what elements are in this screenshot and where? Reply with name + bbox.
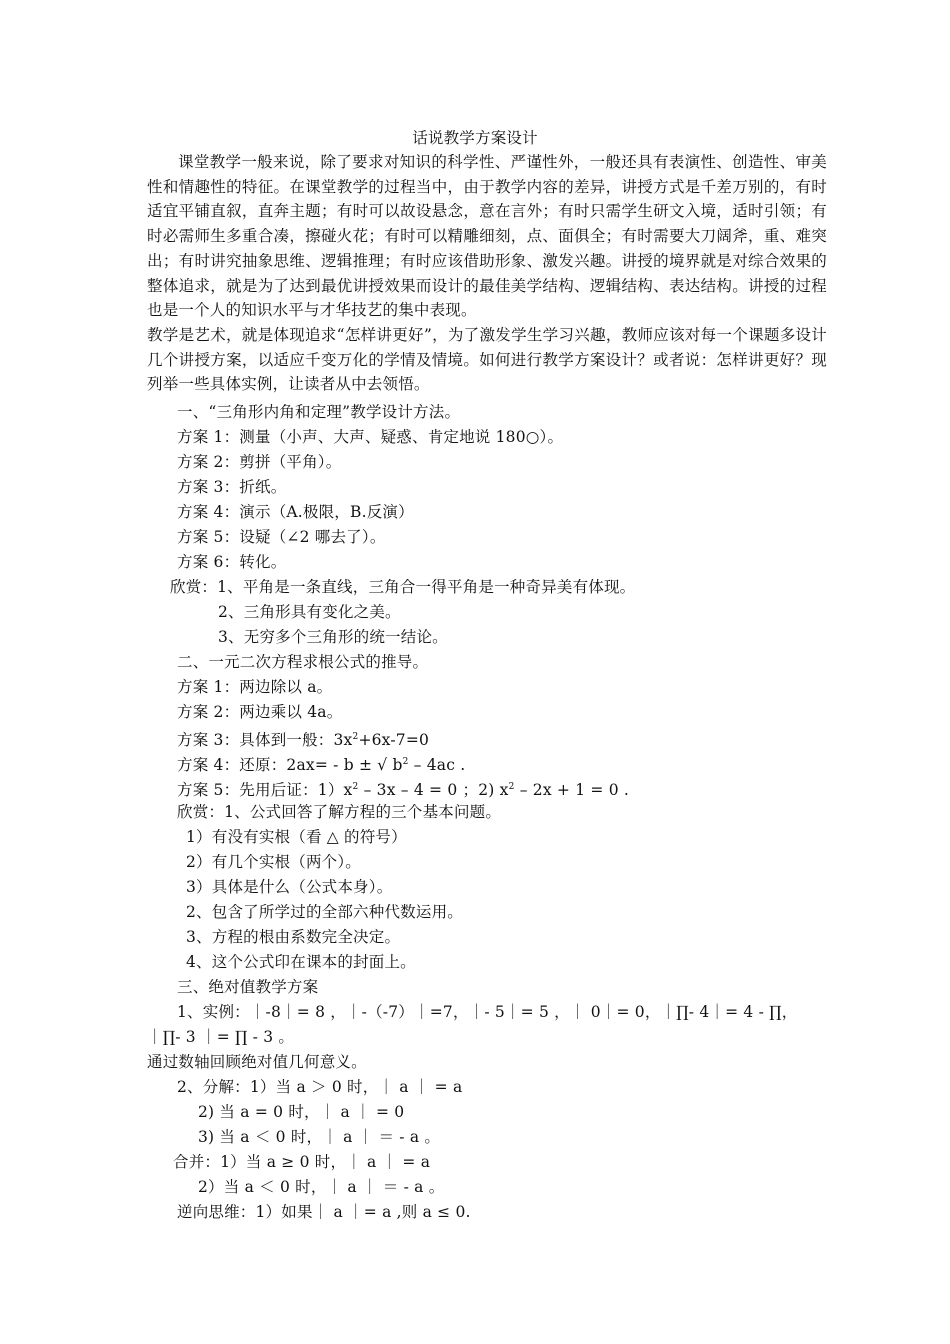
intro-paragraph-2: 教学是艺术，就是体现追求“怎样讲更好”，为了激发学生学习兴趣，教师应该对每一个课题多设计几个讲授方案，以适应千变万化的学情及情境。如何进行教学方案设计？或者说：怎样讲更好？现列举一些具体实例，让读者从中去领悟。 [147,325,827,394]
section-2-plan-1: 方案 1：两边除以 a。 [177,678,333,696]
section-3-example-line-1: 1、实例：｜-8｜= 8 ，｜-（-7）｜=7，｜- 5｜= 5 ，｜ 0｜= 0，｜∏- 4｜= 4 - ∏， [177,1003,798,1021]
section-2-appreciation-1c: 3）具体是什么（公式本身）。 [186,878,393,896]
section-3-reverse: 逆向思维：1）如果｜ a ｜= a ,则 a ≤ 0. [177,1203,471,1221]
section-1-appreciation-2: 2、三角形具有变化之美。 [218,603,401,621]
intro-text [147,150,827,397]
section-2-appreciation-1a: 1）有没有实根（看 △ 的符号） [186,828,407,846]
section-2-plan-3: 方案 3：具体到一般：$3x^2+6x-7=0$ [177,731,430,749]
section-3-merge-1: 合并：1）当 a ≥ 0 时，｜ a ｜ = a [173,1153,431,1171]
section-1-plan-2: 方案 2：剪拼（平角）。 [177,453,342,471]
section-2-plan-5: 方案 5：先用后证：$1)x^2 - 3x - 4 = 0$ ；2) $x^2 - 2x + 1 = 0$ . [177,781,630,799]
section-2-appreciation-4: 4、这个公式印在课本的封面上。 [186,953,416,971]
section-3-merge-2: 2）当 a ＜ 0 时，｜ a ｜ ＝ - a 。 [198,1178,445,1196]
section-1-appreciation-3: 3、无穷多个三角形的统一结论。 [218,628,448,646]
section-1-plan-5: 方案 5：设疑（∠2 哪去了）。 [177,528,386,546]
section-2-appreciation-1: 欣赏：1、公式回答了解方程的三个基本问题。 [177,803,502,821]
section-2-appreciation-1b: 2）有几个实根（两个）。 [186,853,362,871]
section-1-plan-4: 方案 4：演示（A.极限，B.反演） [177,503,414,521]
page-title: 话说教学方案设计 [412,129,538,147]
section-3-decompose-2: 2) 当 a = 0 时，｜ a ｜ = 0 [198,1103,405,1121]
section-1-plan-3: 方案 3：折纸。 [177,478,287,496]
section-3-example-line-2: ｜∏- 3 ｜= ∏ - 3 。 [147,1028,295,1046]
section-2-appreciation-3: 3、方程的根由系数完全决定。 [186,928,401,946]
section-1-appreciation-1: 欣赏：1、平角是一条直线，三角合一得平角是一种奇异美有体现。 [170,578,636,596]
section-2-plan-2: 方案 2：两边乘以 4a。 [177,703,343,721]
section-3-decompose-3: 3) 当 a ＜ 0 时，｜ a ｜ ＝ - a 。 [198,1128,441,1146]
section-3-decompose-1: 2、分解：1）当 a ＞ 0 时，｜ a ｜ = a [177,1078,463,1096]
section-1-plan-6: 方案 6：转化。 [177,553,287,571]
section-1-plan-1: 方案 1：测量（小声、大声、疑惑、肯定地说 180○）。 [177,428,564,446]
section-2-heading: 二、一元二次方程求根公式的推导。 [177,653,429,671]
section-3-review: 通过数轴回顾绝对值几何意义。 [147,1053,367,1071]
section-2-appreciation-2: 2、包含了所学过的全部六种代数运用。 [186,903,463,921]
section-1-heading: 一、“三角形内角和定理”教学设计方法。 [177,403,461,421]
section-2-plan-4: 方案 4：还原：2ax= - b ± √ $b^2 - 4ac$ . [177,756,466,774]
intro-paragraph-1: 课堂教学一般来说，除了要求对知识的科学性、严谨性外，一般还具有表演性、创造性、审美性和情趣性的特征。在课堂教学的过程当中，由于教学内容的差异，讲授方式是千差万别的，有时适宜平铺直叙，直奔主题；有时可以故设悬念，意在言外；有时只需学生研文入境，适时引领；有时必需师生多重合凑，擦碰火花；有时可以精雕细刻，点、面俱全；有时需要大刀阔斧，重、难突出；有时讲究抽象思维、逻辑推理；有时应该借助形象、激发兴趣。讲授的境界就是对综合效果的整体追求，就是为了达到最优讲授效果而设计的最佳美学结构、逻辑结构、表达结构。讲授的过程也是一个人的知识水平与才华技艺的集中表现。 [147,153,827,320]
section-3-heading: 三、绝对值教学方案 [177,978,319,996]
